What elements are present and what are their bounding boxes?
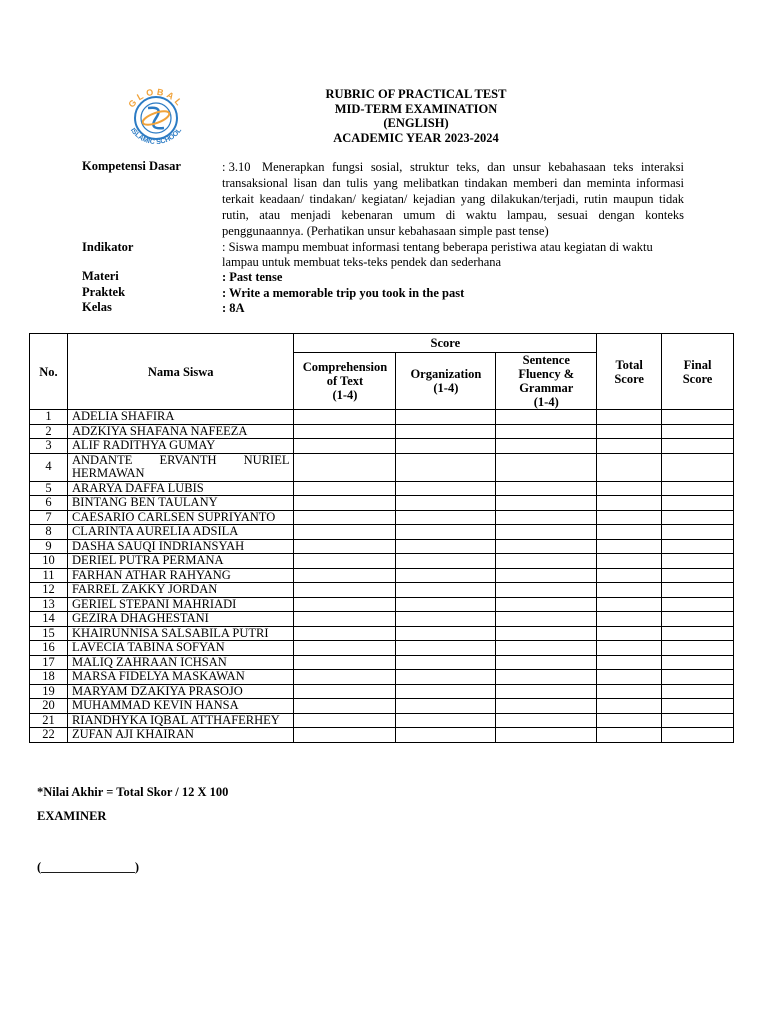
row-number: 13 [30,597,68,612]
score-comprehension-cell [294,655,396,670]
student-name: ANDANTE ERVANTH NURIEL HERMAWAN [67,453,294,481]
score-comprehension-cell [294,481,396,496]
score-organization-cell [396,439,496,454]
indikator-label: Indikator [82,240,134,254]
score-comprehension-cell [294,439,396,454]
score-comprehension-cell [294,670,396,685]
table-row [30,568,734,583]
student-name: FARHAN ATHAR RAHYANG [67,568,294,583]
kelas-value: : 8A [222,301,245,315]
score-sentence-cell [496,626,597,641]
table-row [30,728,734,743]
score-organization-cell [396,496,496,511]
table-row [30,525,734,540]
kd-number: : 3.10 [222,160,251,174]
row-number: 15 [30,626,68,641]
student-name: LAVECIA TABINA SOFYAN [67,641,294,656]
final-score-cell [662,655,734,670]
row-number: 3 [30,439,68,454]
score-comprehension-cell [294,539,396,554]
score-sentence-cell [496,670,597,685]
score-sentence-cell [496,539,597,554]
table-row [30,713,734,728]
logo-bottom-text: ISLAMIC SCHOOL [128,126,184,147]
score-organization-cell [396,612,496,627]
final-score-cell [662,424,734,439]
score-organization-cell [396,597,496,612]
title-line-1: RUBRIC OF PRACTICAL TEST [325,87,507,101]
score-sentence-cell [496,410,597,425]
praktek-label: Praktek [82,285,126,299]
total-score-cell [597,641,662,656]
total-score-cell [597,510,662,525]
table-row [30,481,734,496]
examiner-label: EXAMINER [37,809,107,823]
score-organization-cell [396,641,496,656]
final-score-cell [662,539,734,554]
row-number: 17 [30,655,68,670]
student-name: DASHA SAUQI INDRIANSYAH [67,539,294,554]
row-number: 8 [30,525,68,540]
score-organization-cell [396,699,496,714]
row-number: 12 [30,583,68,598]
signature-line: (_______________) [37,860,140,874]
table-row [30,510,734,525]
score-sentence-cell [496,439,597,454]
student-name: KHAIRUNNISA SALSABILA PUTRI [67,626,294,641]
table-row [30,583,734,598]
score-comprehension-cell [294,728,396,743]
student-name: ADELIA SHAFIRA [67,410,294,425]
total-score-cell [597,568,662,583]
score-comprehension-cell [294,453,396,481]
header-organization: Organization (1-4) [396,353,496,410]
score-organization-cell [396,728,496,743]
row-number: 16 [30,641,68,656]
total-score-cell [597,728,662,743]
header-name: Nama Siswa [67,334,294,410]
total-score-cell [597,481,662,496]
row-number: 19 [30,684,68,699]
total-score-cell [597,496,662,511]
logo-top-text: GLOBAL [126,86,186,110]
header-comprehension: Comprehension of Text (1-4) [294,353,396,410]
score-organization-cell [396,453,496,481]
final-score-cell [662,583,734,598]
score-comprehension-cell [294,684,396,699]
table-row [30,612,734,627]
total-score-cell [597,525,662,540]
title-line-4: ACADEMIC YEAR 2023-2024 [333,130,499,145]
score-organization-cell [396,713,496,728]
row-number: 1 [30,410,68,425]
row-number: 2 [30,424,68,439]
school-logo [112,84,200,148]
final-score-cell [662,626,734,641]
final-score-cell [662,410,734,425]
score-sentence-cell [496,612,597,627]
student-name: MARYAM DZAKIYA PRASOJO [67,684,294,699]
total-score-cell [597,684,662,699]
table-row [30,496,734,511]
rubric-body [30,410,734,743]
materi-label: Materi [82,269,119,283]
final-score-cell [662,453,734,481]
row-number: 20 [30,699,68,714]
final-score-cell [662,699,734,714]
title-line-2: MID-TERM EXAMINATION [334,101,498,116]
score-comprehension-cell [294,699,396,714]
score-sentence-cell [496,510,597,525]
title-line-3: (ENGLISH) [383,116,449,130]
score-organization-cell [396,583,496,598]
header-score: Score [294,334,597,353]
rubric-table [29,333,734,743]
header-no: No. [30,334,68,410]
score-organization-cell [396,539,496,554]
student-name: DERIEL PUTRA PERMANA [67,554,294,569]
score-sentence-cell [496,655,597,670]
table-row [30,424,734,439]
table-row [30,597,734,612]
row-number: 4 [30,453,68,481]
score-organization-cell [396,410,496,425]
score-organization-cell [396,655,496,670]
row-number: 11 [30,568,68,583]
kelas-label: Kelas [82,300,112,314]
final-score-cell [662,568,734,583]
final-score-cell [662,597,734,612]
score-sentence-cell [496,583,597,598]
table-row [30,439,734,454]
score-organization-cell [396,626,496,641]
score-sentence-cell [496,728,597,743]
praktek-value: : Write a memorable trip you took in the past [222,286,465,300]
score-sentence-cell [496,453,597,481]
student-name: ZUFAN AJI KHAIRAN [67,728,294,743]
total-score-cell [597,410,662,425]
score-organization-cell [396,424,496,439]
total-score-cell [597,453,662,481]
score-comprehension-cell [294,626,396,641]
score-comprehension-cell [294,496,396,511]
score-comprehension-cell [294,525,396,540]
final-score-cell [662,684,734,699]
row-number: 14 [30,612,68,627]
score-comprehension-cell [294,410,396,425]
row-number: 22 [30,728,68,743]
score-sentence-cell [496,684,597,699]
row-number: 9 [30,539,68,554]
student-name: ARARYA DAFFA LUBIS [67,481,294,496]
total-score-cell [597,655,662,670]
score-organization-cell [396,670,496,685]
header-sentence-fluency: Sentence Fluency & Grammar (1-4) [496,353,597,410]
row-number: 18 [30,670,68,685]
score-sentence-cell [496,525,597,540]
final-score-cell [662,510,734,525]
score-comprehension-cell [294,597,396,612]
table-row [30,684,734,699]
final-score-cell [662,713,734,728]
final-score-cell [662,525,734,540]
table-row [30,453,734,481]
score-organization-cell [396,554,496,569]
score-sentence-cell [496,496,597,511]
total-score-cell [597,626,662,641]
final-score-cell [662,496,734,511]
student-name: FARREL ZAKKY JORDAN [67,583,294,598]
score-organization-cell [396,568,496,583]
total-score-cell [597,539,662,554]
total-score-cell [597,670,662,685]
score-sentence-cell [496,699,597,714]
final-score-cell [662,439,734,454]
student-name: BINTANG BEN TAULANY [67,496,294,511]
table-row [30,539,734,554]
student-name: ADZKIYA SHAFANA NAFEEZA [67,424,294,439]
total-score-cell [597,597,662,612]
student-name: GERIEL STEPANI MAHRIADI [67,597,294,612]
score-sentence-cell [496,554,597,569]
student-name: CLARINTA AURELIA ADSILA [67,525,294,540]
total-score-cell [597,424,662,439]
kd-label: Kompetensi Dasar [82,159,181,173]
final-score-cell [662,670,734,685]
student-name: GEZIRA DHAGHESTANI [67,612,294,627]
total-score-cell [597,439,662,454]
row-number: 7 [30,510,68,525]
kd-value [222,159,684,239]
total-score-cell [597,699,662,714]
student-name: MUHAMMAD KEVIN HANSA [67,699,294,714]
score-sentence-cell [496,597,597,612]
score-comprehension-cell [294,641,396,656]
score-organization-cell [396,510,496,525]
score-sentence-cell [496,713,597,728]
table-row [30,699,734,714]
final-score-cell [662,728,734,743]
row-number: 21 [30,713,68,728]
final-score-formula: *Nilai Akhir = Total Skor / 12 X 100 [37,785,229,799]
score-comprehension-cell [294,713,396,728]
table-row [30,410,734,425]
score-organization-cell [396,684,496,699]
indikator-value: : Siswa mampu membuat informasi tentang beberapa peristiwa atau kegiatan di waktu lampau untuk membuat teks-teks pendek dan sederhana [222,240,653,269]
row-number: 10 [30,554,68,569]
table-row [30,626,734,641]
table-row [30,641,734,656]
svg-text:GLOBAL [126,87,185,110]
header-final-score: Final Score [662,334,734,410]
score-organization-cell [396,525,496,540]
header-total-score: Total Score [597,334,662,410]
score-organization-cell [396,481,496,496]
student-name: ALIF RADITHYA GUMAY [67,439,294,454]
total-score-cell [597,554,662,569]
student-name: MALIQ ZAHRAAN ICHSAN [67,655,294,670]
score-sentence-cell [496,424,597,439]
total-score-cell [597,583,662,598]
score-comprehension-cell [294,554,396,569]
row-number: 5 [30,481,68,496]
table-row [30,655,734,670]
kd-text: Menerapkan fungsi sosial, struktur teks, dan unsur kebahasaan teks interaksi transaksional lisan dan tulis yang melibatkan tindakan memberi dan meminta informasi terkait keadaan/ tindakan/ kegiatan/ kejadian yang dilakukan/terjadi, rutin maupun tidak rutin, atau menjadi kebenaran umum di waktu lampau, sesuai dengan konteks penggunaannya. (Perhatikan unsur kebahasaan simple past tense) [222,160,684,238]
materi-value: : Past tense [222,270,283,284]
row-number: 6 [30,496,68,511]
student-name: MARSA FIDELYA MASKAWAN [67,670,294,685]
score-sentence-cell [496,641,597,656]
score-sentence-cell [496,568,597,583]
table-row [30,554,734,569]
final-score-cell [662,554,734,569]
score-comprehension-cell [294,424,396,439]
document-title [240,87,592,145]
student-name: CAESARIO CARLSEN SUPRIYANTO [67,510,294,525]
final-score-cell [662,612,734,627]
score-comprehension-cell [294,510,396,525]
score-sentence-cell [496,481,597,496]
total-score-cell [597,713,662,728]
score-comprehension-cell [294,583,396,598]
student-name: RIANDHYKA IQBAL ATTHAFERHEY [67,713,294,728]
svg-text:ISLAMIC SCHOOL [129,126,184,146]
table-row [30,670,734,685]
final-score-cell [662,641,734,656]
final-score-cell [662,481,734,496]
score-comprehension-cell [294,612,396,627]
score-comprehension-cell [294,568,396,583]
total-score-cell [597,612,662,627]
